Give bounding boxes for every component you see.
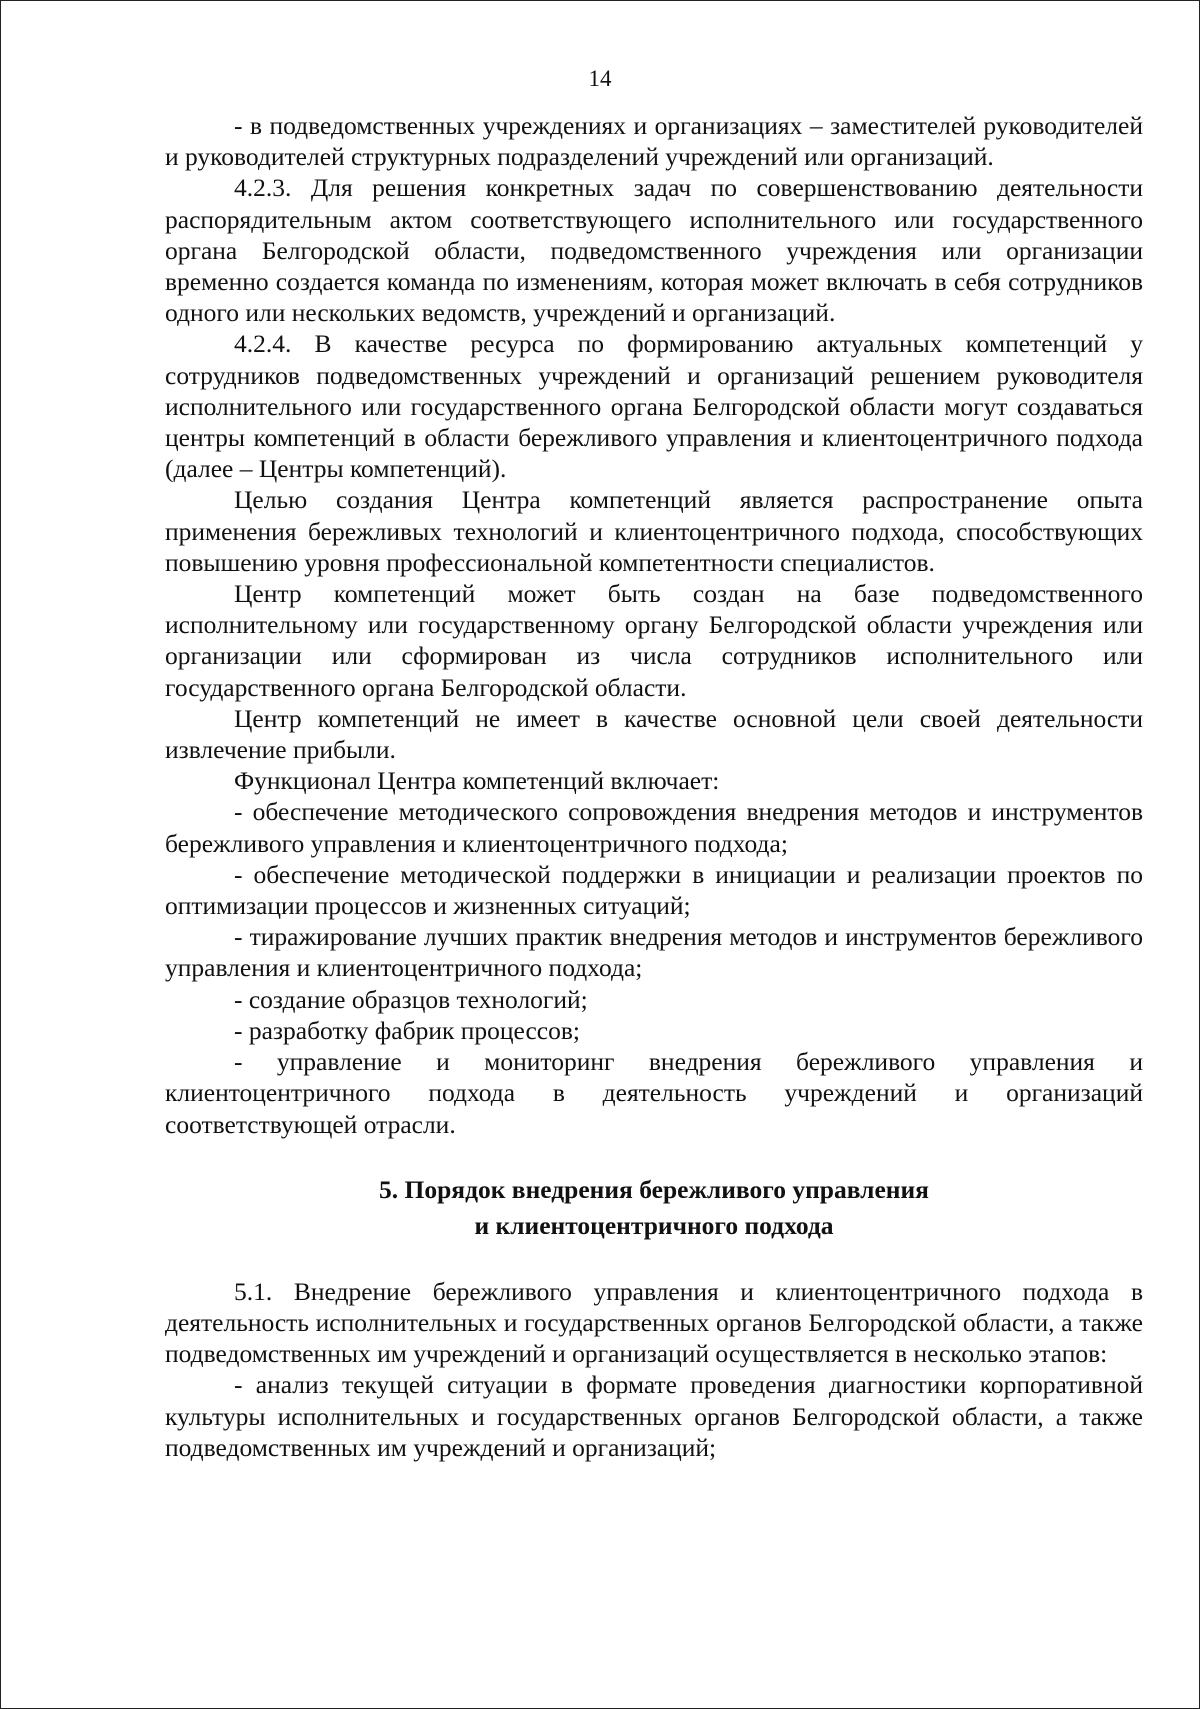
list-item-technology-samples: - создание образцов технологий; <box>234 984 588 1014</box>
section-5-heading <box>165 1172 1143 1244</box>
paragraph-center-goal: Целью создания Центра компетенций является распространение опыта применения бережливых технологий и клиентоцентричного подхода, способствующих повышению уровня профессиональной компетентности специалистов. <box>165 485 1143 577</box>
paragraph-4-2-4: 4.2.4. В качестве ресурса по формированию актуальных компетенций у сотрудников подведомственных учреждений и организаций решением руководителя исполнительного или государственного органа Белгородской области могут создаваться центры компетенций в области бережливого управления и клиентоцентричного подхода (далее – Центры компетенций). <box>165 329 1143 484</box>
paragraph-functions-intro: Функционал Центра компетенций включает: <box>234 766 720 796</box>
list-item-current-analysis: - анализ текущей ситуации в формате проведения диагностики корпоративной культуры исполнительных и государственных органов Белгородской области, а также подведомственных им учреждений и организаций; <box>165 1370 1143 1462</box>
list-item-methodical-support: - обеспечение методического сопровождения внедрения методов и инструментов бережливого управления и клиентоцентричного подхода; <box>165 797 1143 858</box>
list-item-management-monitoring: - управление и мониторинг внедрения бережливого управления и клиентоцентричного подхода в деятельность учреждений и организаций соответствующей отрасли. <box>165 1047 1143 1139</box>
section-5-title-line2: и клиентоцентричного подхода <box>474 1210 834 1240</box>
section-5-title-line1: 5. Порядок внедрения бережливого управления <box>379 1174 929 1204</box>
paragraph-deputies: - в подведомственных учреждениях и организациях – заместителей руководителей и руководителей структурных подразделений учреждений или организаций. <box>165 111 1143 172</box>
list-item-process-factories: - разработку фабрик процессов; <box>234 1015 580 1045</box>
page-number: 14 <box>588 66 612 91</box>
paragraph-5-1: 5.1. Внедрение бережливого управления и клиентоцентричного подхода в деятельность исполнительных и государственных органов Белгородской области, а также подведомственных им учреждений и организаций осуществляется в несколько этапов: <box>165 1276 1143 1369</box>
document-body <box>165 110 1143 1463</box>
paragraph-center-creation: Центр компетенций может быть создан на базе подведомственного исполнительному или государственному органу Белгородской области учреждения или организации или сформирован из числа сотрудников исполнительного или государственного органа Белгородской области. <box>165 579 1143 702</box>
paragraph-center-nonprofit: Центр компетенций не имеет в качестве основной цели своей деятельности извлечение прибыли. <box>165 703 1143 765</box>
list-item-project-support: - обеспечение методической поддержки в инициации и реализации проектов по оптимизации процессов и жизненных ситуаций; <box>165 859 1143 921</box>
list-item-best-practices: - тиражирование лучших практик внедрения методов и инструментов бережливого управления и клиентоцентричного подхода; <box>165 922 1143 983</box>
paragraph-4-2-3: 4.2.3. Для решения конкретных задач по совершенствованию деятельности распорядительным актом соответствующего исполнительного или государственного органа Белгородской области, подведомственного учреждения или организации временно создается команда по изменениям, которая может включать в себя сотрудников одного или нескольких ведомств, учреждений и организаций. <box>165 173 1143 328</box>
